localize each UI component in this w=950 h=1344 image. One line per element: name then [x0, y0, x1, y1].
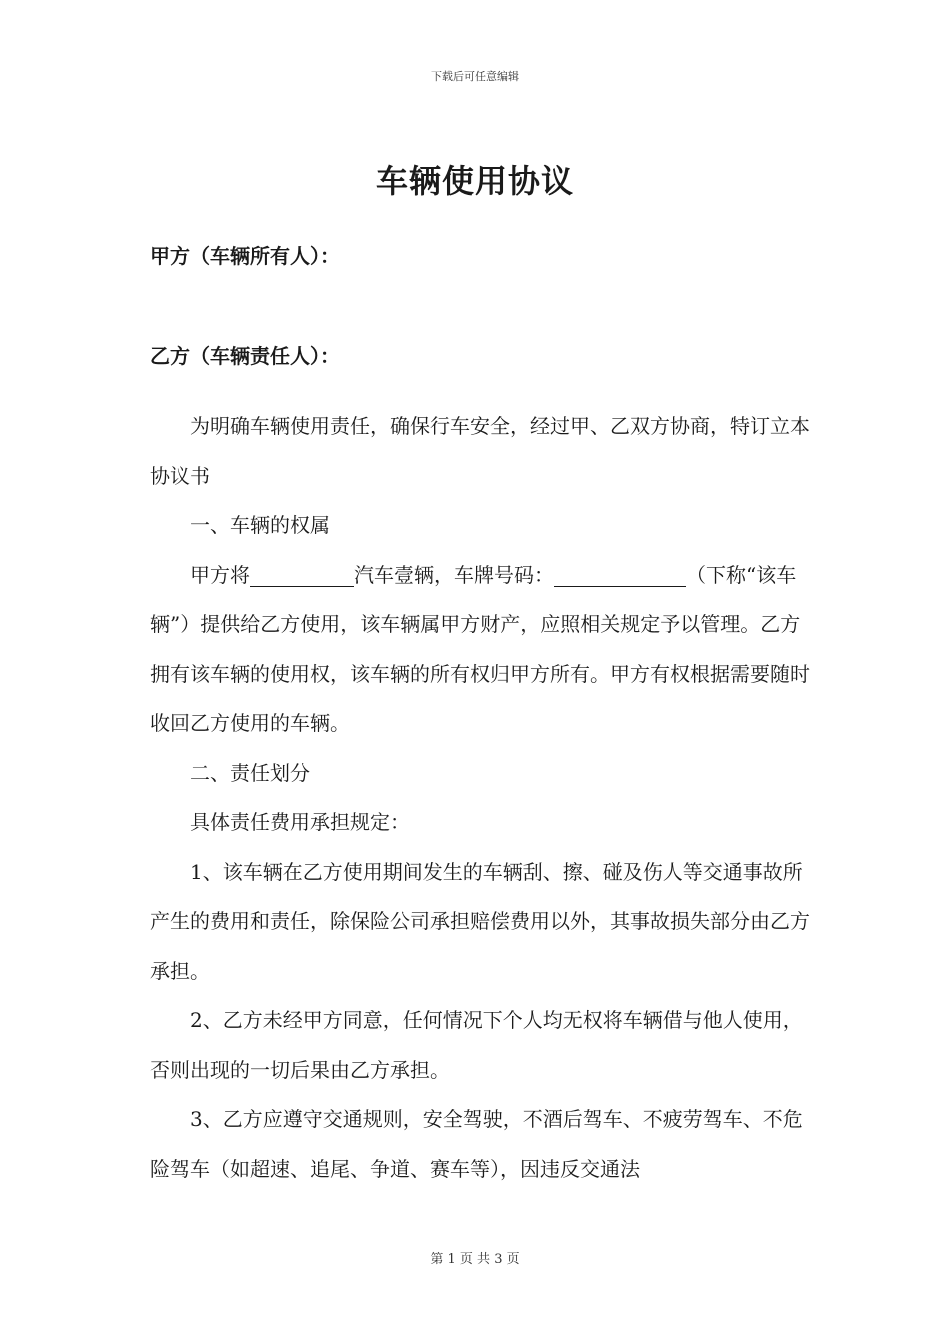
section2-lead: 具体责任费用承担规定： [190, 810, 410, 834]
section2-item-3: 3、乙方应遵守交通规则，安全驾驶，不酒后驾车、不疲劳驾车、不危险驾车（如超速、追尾、争道、赛车等），因违反交通法 [150, 1107, 803, 1181]
section2-item-1: 1、该车辆在乙方使用期间发生的车辆刮、擦、碰及伤人等交通事故所产生的费用和责任，除保险公司承担赔偿费用以外，其事故损失部分由乙方承担。 [150, 859, 810, 983]
plate-number-blank [554, 562, 686, 587]
page-footer: 第 1 页 共 3 页 [430, 1252, 520, 1267]
section1-heading: 一、车辆的权属 [190, 513, 330, 537]
party-a-label: 甲方（车辆所有人）： [150, 244, 340, 268]
intro-paragraph: 为明确车辆使用责任，确保行车安全，经过甲、乙双方协商，特订立本协议书 [150, 414, 810, 488]
section2-heading: 二、责任划分 [190, 760, 310, 785]
section2-item-2: 2、乙方未经甲方同意，任何情况下个人均无权将车辆借与他人使用，否则出现的一切后果由乙方承担。 [150, 1008, 803, 1082]
party-b-label: 乙方（车辆责任人）： [150, 344, 340, 368]
section1-text-part3: （下称“该车辆”）提供给乙方使用，该车辆属甲方财产，应照相关规定予以管理。乙方拥有该车辆的使用权，该车辆的所有权归甲方所有。甲方有权根据需要随时收回乙方使用的车辆。 [150, 562, 810, 735]
section1-paragraph [150, 551, 810, 749]
agreement-body [150, 402, 810, 1194]
document-title: 车辆使用协议 [375, 162, 574, 200]
section1-text-part2: 汽车壹辆，车牌号码： [354, 562, 554, 587]
section1-text-part1: 甲方将 [190, 562, 250, 587]
vehicle-model-blank [250, 562, 354, 587]
header-note: 下载后可任意编辑 [431, 70, 519, 83]
